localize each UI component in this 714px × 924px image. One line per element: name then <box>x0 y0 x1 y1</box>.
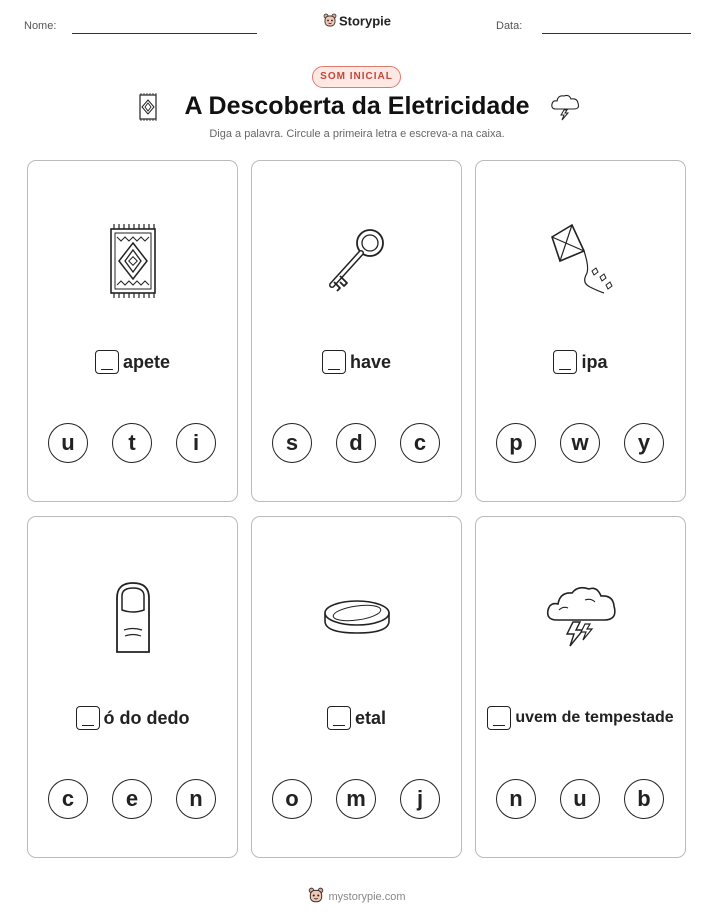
brand-logo <box>0 13 714 31</box>
word-prompt <box>476 347 685 377</box>
letter-option[interactable]: w <box>560 423 600 463</box>
card-2 <box>251 160 462 502</box>
card-3 <box>475 160 686 502</box>
page-title: A Descoberta da Eletricidade <box>184 92 530 120</box>
letter-option[interactable]: p <box>496 423 536 463</box>
letter-options <box>28 423 237 465</box>
letter-option[interactable]: y <box>624 423 664 463</box>
word-prompt <box>476 703 685 733</box>
letter-options <box>476 423 685 465</box>
letter-option[interactable]: m <box>336 779 376 819</box>
rug-icon <box>28 221 237 301</box>
answer-box[interactable] <box>327 706 351 730</box>
storm-cloud-icon <box>476 577 685 657</box>
name-label: Nome: <box>24 20 57 32</box>
letter-option[interactable]: s <box>272 423 312 463</box>
metal-bar-icon <box>252 577 461 657</box>
kite-icon <box>476 221 685 301</box>
letter-option[interactable]: o <box>272 779 312 819</box>
footer-url[interactable]: mystorypie.com <box>328 890 406 903</box>
letter-option[interactable]: u <box>48 423 88 463</box>
answer-box[interactable] <box>322 350 346 374</box>
word-prompt <box>252 347 461 377</box>
date-line <box>542 33 691 34</box>
word-ending: apete <box>122 351 171 372</box>
word-ending: uvem de tempestade <box>515 709 674 726</box>
letter-option[interactable]: i <box>176 423 216 463</box>
card-1 <box>27 160 238 502</box>
word-ending: ipa <box>581 351 608 372</box>
key-icon <box>252 221 461 301</box>
letter-option[interactable]: d <box>336 423 376 463</box>
card-5 <box>251 516 462 858</box>
word-ending: etal <box>354 707 387 728</box>
answer-box[interactable] <box>95 350 119 374</box>
word-prompt <box>28 347 237 377</box>
word-ending: ó do dedo <box>103 707 190 728</box>
letter-option[interactable]: b <box>624 779 664 819</box>
instructions: Diga a palavra. Circule a primeira letra e escreva-a na caixa. <box>209 128 505 140</box>
letter-options <box>252 779 461 821</box>
answer-box[interactable] <box>553 350 577 374</box>
letter-option[interactable]: n <box>176 779 216 819</box>
name-line <box>72 33 257 34</box>
letter-option[interactable]: j <box>400 779 440 819</box>
fingernail-icon <box>28 577 237 657</box>
letter-options <box>252 423 461 465</box>
letter-option[interactable]: n <box>496 779 536 819</box>
letter-options <box>28 779 237 821</box>
answer-box[interactable] <box>487 706 511 730</box>
storm-cloud-icon <box>549 92 581 127</box>
letter-option[interactable]: c <box>48 779 88 819</box>
card-6 <box>475 516 686 858</box>
letter-option[interactable]: t <box>112 423 152 463</box>
category-badge: SOM INICIAL <box>312 66 401 88</box>
card-4 <box>27 516 238 858</box>
brand-name: Storypie <box>338 13 391 29</box>
word-prompt <box>252 703 461 733</box>
letter-option[interactable]: u <box>560 779 600 819</box>
letter-option[interactable]: e <box>112 779 152 819</box>
mascot-icon <box>308 887 324 907</box>
letter-option[interactable]: c <box>400 423 440 463</box>
mascot-icon <box>323 13 337 31</box>
answer-box[interactable] <box>76 706 100 730</box>
footer <box>0 887 714 907</box>
letter-options <box>476 779 685 821</box>
word-prompt <box>28 703 237 733</box>
date-label: Data: <box>496 20 523 32</box>
word-ending: have <box>349 351 392 372</box>
